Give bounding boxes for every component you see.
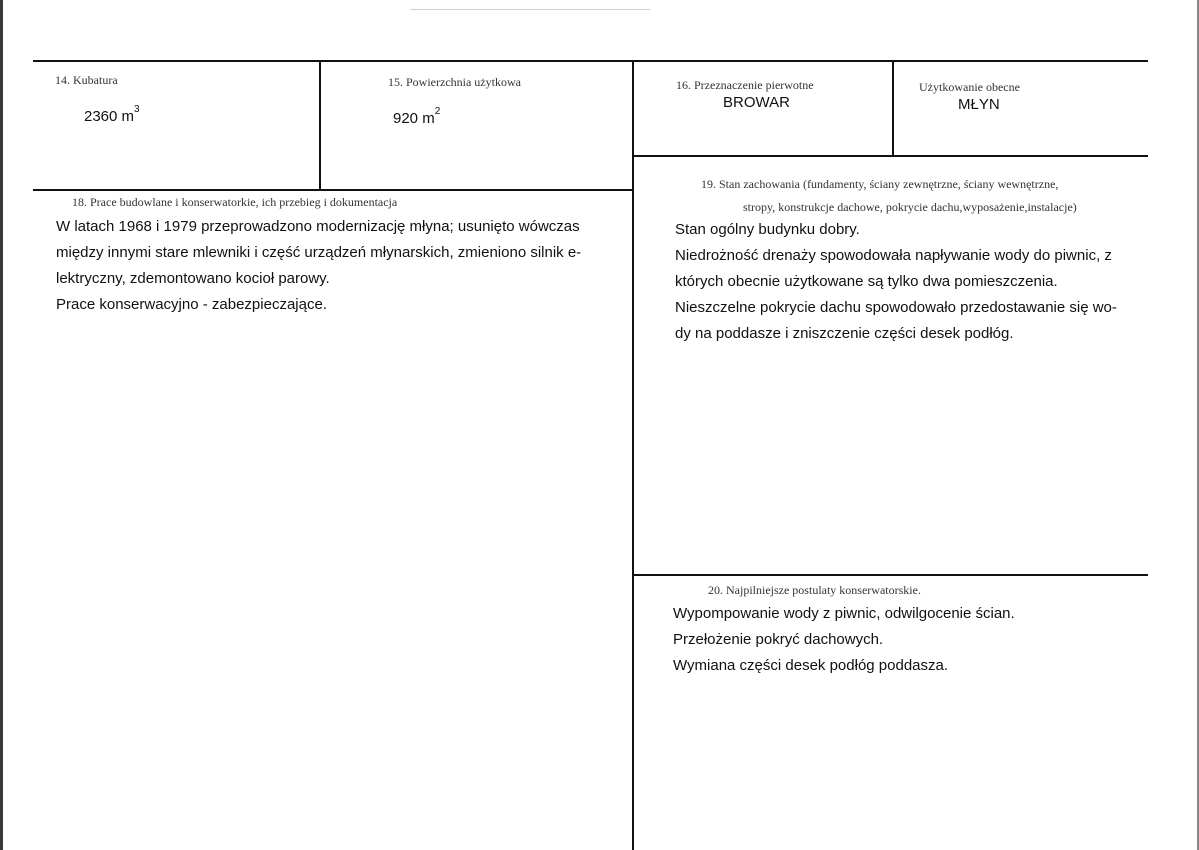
- field-15-label: 15. Powierzchnia użytkowa: [388, 75, 521, 89]
- field-16-label: 16. Przeznaczenie pierwotne: [676, 78, 814, 92]
- field-20-line: Wypompowanie wody z piwnic, odwilgocenie ścian.: [673, 605, 1015, 622]
- scan-artifact-top: [410, 9, 650, 10]
- divider-19-20: [632, 574, 1148, 576]
- field-17-label: Użytkowanie obecne: [919, 80, 1020, 94]
- field-20-text: [673, 601, 1143, 679]
- field-19-line: Nieszczelne pokrycie dachu spowodowało przedostawanie się wo-: [675, 299, 1117, 316]
- field-19-line: Stan ogólny budynku dobry.: [675, 221, 860, 238]
- field-19-line: Niedrożność drenaży spowodowała napływanie wody do piwnic, z: [675, 247, 1112, 264]
- field-14-unit-exponent: 3: [134, 104, 140, 115]
- field-19-text: [675, 217, 1145, 347]
- field-19-label-line2: stropy, konstrukcje dachowe, pokrycie dachu,wyposażenie,instalacje): [743, 200, 1077, 214]
- field-19-line: których obecnie użytkowane są tylko dwa pomieszczenia.: [675, 273, 1058, 290]
- field-20-line: Wymiana części desek podłóg poddasza.: [673, 657, 949, 674]
- field-15-number: 920 m: [393, 110, 435, 127]
- scan-edge-left: [0, 0, 3, 850]
- field-15-value: [393, 106, 441, 127]
- field-14-label: 14. Kubatura: [55, 73, 118, 87]
- field-17-value: MŁYN: [958, 96, 1000, 113]
- field-15-unit-exponent: 2: [434, 106, 441, 117]
- field-20-line: Przełożenie pokryć dachowych.: [673, 631, 884, 648]
- field-19-line: dy na poddasze i zniszczenie części desek podłóg.: [675, 325, 1014, 342]
- field-18-line: lektryczny, zdemontowano kocioł parowy.: [56, 270, 330, 287]
- field-18-label: 18. Prace budowlane i konserwatorkie, ich przebieg i dokumentacja: [72, 195, 398, 209]
- field-18-line: W latach 1968 i 1979 przeprowadzono modernizację młyna; usunięto wówczas: [56, 218, 580, 235]
- field-14-value: [84, 104, 140, 125]
- row-divider-right: [632, 155, 1148, 157]
- field-20-label: 20. Najpilniejsze postulaty konserwatorskie.: [708, 583, 921, 597]
- field-18-line: Prace konserwacyjno - zabezpieczające.: [56, 296, 327, 313]
- field-14-number: 2360 m: [84, 108, 135, 125]
- field-16-value: BROWAR: [723, 94, 790, 111]
- divider-14-15: [319, 60, 321, 191]
- field-18-line: między innymi stare mlewniki i część urządzeń młynarskich, zmieniono silnik e-: [56, 244, 582, 261]
- center-divider: [632, 60, 634, 850]
- divider-16-17: [892, 60, 894, 157]
- row-divider-left: [33, 189, 634, 191]
- field-18-text: [56, 214, 626, 318]
- field-19-label-line1: 19. Stan zachowania (fundamenty, ściany zewnętrzne, ściany wewnętrzne,: [701, 177, 1059, 191]
- top-border: [33, 60, 1148, 62]
